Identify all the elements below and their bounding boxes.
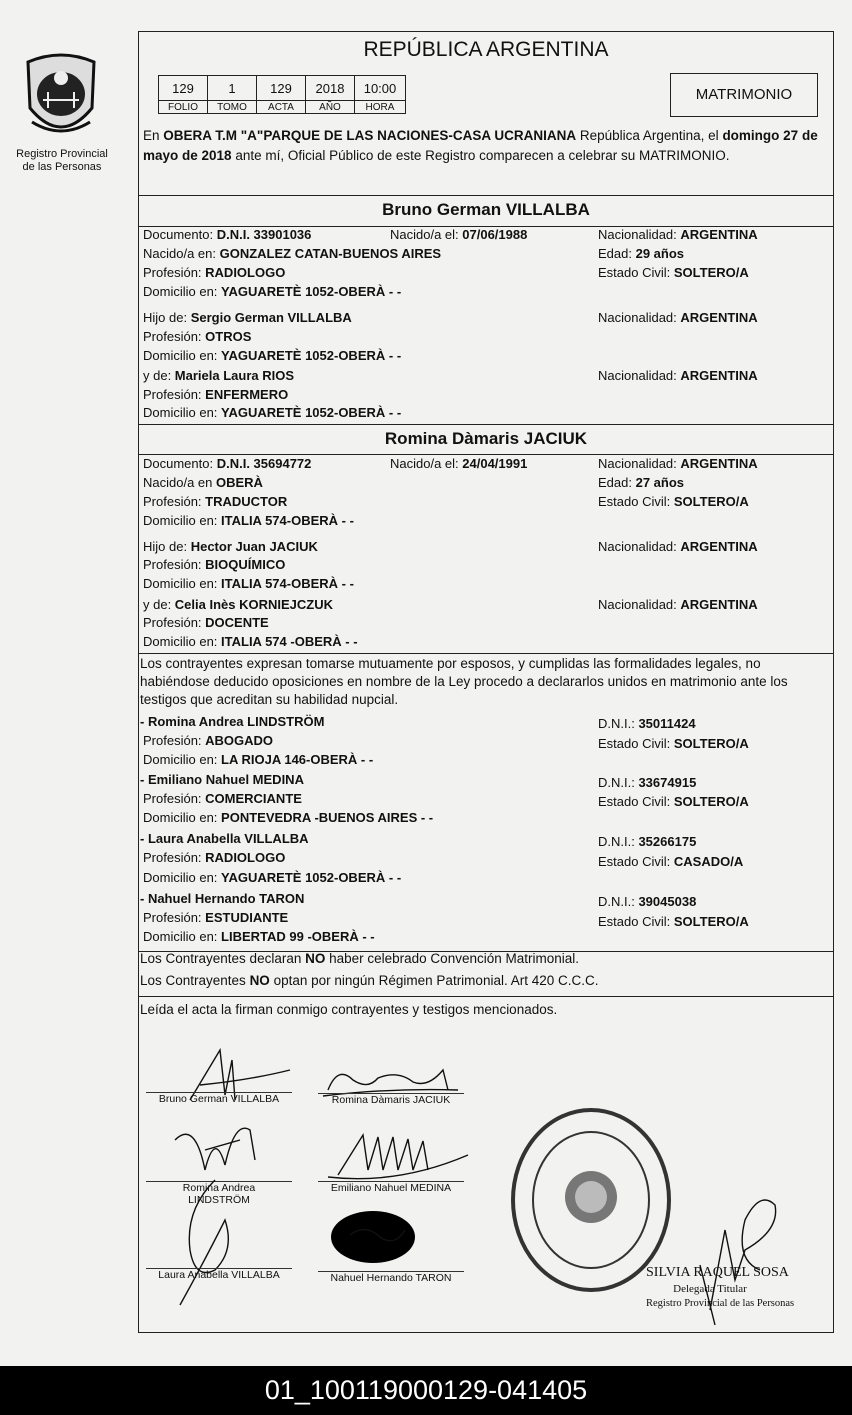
signature-laura-icon	[165, 1170, 255, 1310]
logo-caption: Registro Provincial de las Personas	[16, 148, 108, 173]
witness-2-dni: D.N.I.: 33674915	[598, 775, 697, 790]
signature-label-laura: Laura Anabella VILLALBA	[158, 1269, 280, 1281]
spouse1-father-nacionalidad: Nacionalidad: ARGENTINA	[598, 310, 758, 325]
official-role: Delegada Titular	[673, 1283, 747, 1295]
spouse2-father-name: Hijo de: Hector Juan JACIUK	[143, 539, 318, 554]
signature-official-icon	[690, 1190, 785, 1330]
spouse2-father-profesion: Profesión: BIOQUÍMICO	[143, 557, 286, 572]
witness-2-name: - Emiliano Nahuel MEDINA	[140, 772, 304, 787]
witness-1-profesion: Profesión: ABOGADO	[143, 733, 274, 748]
spouse2-estado-civil: Estado Civil: SOLTERO/A	[598, 494, 749, 509]
witness-1-name: - Romina Andrea LINDSTRÖM	[140, 714, 325, 729]
witness-3-estado-civil: Estado Civil: CASADO/A	[598, 854, 744, 869]
spouse1-mother-nacionalidad: Nacionalidad: ARGENTINA	[598, 368, 758, 383]
spouse1-profesion: Profesión: RADIOLOGO	[143, 265, 286, 280]
spouse1-father-name: Hijo de: Sergio German VILLALBA	[143, 310, 352, 325]
spouse1-nacionalidad: Nacionalidad: ARGENTINA	[598, 227, 758, 242]
witness-3-dni: D.N.I.: 35266175	[598, 834, 697, 849]
official-name: SILVIA RAQUEL SOSA	[646, 1265, 789, 1280]
signature-label-taron: Nahuel Hernando TARON	[330, 1272, 452, 1284]
hora-value: 10:00	[355, 76, 406, 101]
signature-label-lindstrom: Romina Andrea LINDSTRÖM	[182, 1182, 256, 1206]
spouse2-mother-profesion: Profesión: DOCENTE	[143, 615, 269, 630]
spouse1-edad: Edad: 29 años	[598, 246, 685, 261]
vows-paragraph: Los contrayentes expresan tomarse mutuamente por esposos, y cumplidas las formalidades legales, no habiéndose deducido oposiciones en nombre de la Ley procedo a declararlos unidos en matrimonio ante los testigos que acreditan su habilidad nupcial.	[140, 656, 788, 707]
witness-3-profesion: Profesión: RADIOLOGO	[143, 850, 286, 865]
divider	[138, 424, 834, 425]
witness-4-profesion: Profesión: ESTUDIANTE	[143, 910, 289, 925]
spouse2-domicilio: Domicilio en: ITALIA 574-OBERÀ - -	[143, 513, 354, 528]
patrimonial-regime-statement: Los Contrayentes NO optan por ningún Régimen Patrimonial. Art 420 C.C.C.	[140, 973, 599, 988]
witness-4-estado-civil: Estado Civil: SOLTERO/A	[598, 914, 749, 929]
hora-label: HORA	[355, 101, 406, 114]
spouse2-mother-nacionalidad: Nacionalidad: ARGENTINA	[598, 597, 758, 612]
spouse1-nacido-el: Nacido/a el: 07/06/1988	[390, 227, 528, 242]
tomo-label: TOMO	[208, 101, 257, 114]
spouse2-nacionalidad: Nacionalidad: ARGENTINA	[598, 456, 758, 471]
witness-3-name: - Laura Anabella VILLALBA	[140, 831, 309, 846]
folio-value: 129	[159, 76, 208, 101]
spouse1-father-domicilio: Domicilio en: YAGUARETÈ 1052-OBERÀ - -	[143, 348, 402, 363]
tomo-value: 1	[208, 76, 257, 101]
witness-4-dni: D.N.I.: 39045038	[598, 894, 697, 909]
acta-value: 129	[257, 76, 306, 101]
spouse1-mother-profesion: Profesión: ENFERMERO	[143, 387, 289, 402]
spouse1-name: Bruno German VILLALBA	[382, 200, 590, 219]
official-org: Registro Provincial de las Personas	[646, 1298, 795, 1309]
spouse1-father-profesion: Profesión: OTROS	[143, 329, 252, 344]
province-logo	[18, 48, 104, 148]
closing-statement: Leída el acta la firman conmigo contrayentes y testigos mencionados.	[140, 1002, 558, 1017]
witness-1-dni: D.N.I.: 35011424	[598, 716, 696, 731]
witness-1-estado-civil: Estado Civil: SOLTERO/A	[598, 736, 749, 751]
spouse2-nacido-el: Nacido/a el: 24/04/1991	[390, 456, 528, 471]
divider	[138, 454, 834, 455]
spouse2-profesion: Profesión: TRADUCTOR	[143, 494, 288, 509]
divider	[138, 195, 834, 196]
anio-value: 2018	[306, 76, 355, 101]
spouse2-edad: Edad: 27 años	[598, 475, 685, 490]
witness-2-profesion: Profesión: COMERCIANTE	[143, 791, 302, 806]
signature-label-romina: Romina Dàmaris JACIUK	[331, 1094, 451, 1106]
signature-label-bruno: Bruno German VILLALBA	[158, 1093, 280, 1105]
signature-medina-icon	[318, 1125, 478, 1185]
page-title: REPÚBLICA ARGENTINA	[363, 38, 609, 61]
document-type: MATRIMONIO	[670, 73, 818, 117]
acta-table	[158, 75, 406, 114]
spouse1-nacido-en: Nacido/a en: GONZALEZ CATAN-BUENOS AIRES	[143, 246, 442, 261]
witness-1-domicilio: Domicilio en: LA RIOJA 146-OBERÀ - -	[143, 752, 374, 767]
signature-taron-icon	[325, 1205, 425, 1270]
spouse2-mother-name: y de: Celia Inès KORNIEJCZUK	[143, 597, 333, 612]
spouse2-nacido-en: Nacido/a en OBERÀ	[143, 475, 263, 490]
folio-label: FOLIO	[159, 101, 208, 114]
convention-statement: Los Contrayentes declaran NO haber celebrado Convención Matrimonial.	[140, 951, 579, 966]
witness-2-domicilio: Domicilio en: PONTEVEDRA -BUENOS AIRES - -	[143, 810, 434, 825]
witness-3-domicilio: Domicilio en: YAGUARETÈ 1052-OBERÀ - -	[143, 870, 402, 885]
spouse1-mother-name: y de: Mariela Laura RIOS	[143, 368, 295, 383]
document-code: 01_100119000129-041405	[0, 1366, 852, 1415]
divider	[138, 996, 834, 997]
spouse1-documento: Documento: D.N.I. 33901036	[143, 227, 312, 242]
witness-4-name: - Nahuel Hernando TARON	[140, 891, 305, 906]
misiones-coat-of-arms-icon	[18, 48, 104, 148]
spouse2-father-nacionalidad: Nacionalidad: ARGENTINA	[598, 539, 758, 554]
acta-label: ACTA	[257, 101, 306, 114]
witness-2-estado-civil: Estado Civil: SOLTERO/A	[598, 794, 749, 809]
spouse2-documento: Documento: D.N.I. 35694772	[143, 456, 312, 471]
spouse1-estado-civil: Estado Civil: SOLTERO/A	[598, 265, 749, 280]
spouse2-mother-domicilio: Domicilio en: ITALIA 574 -OBERÀ - -	[143, 634, 358, 649]
spouse2-father-domicilio: Domicilio en: ITALIA 574-OBERÀ - -	[143, 576, 354, 591]
divider	[138, 653, 834, 654]
spouse2-name: Romina Dàmaris JACIUK	[384, 429, 588, 448]
spouse1-domicilio: Domicilio en: YAGUARETÈ 1052-OBERÀ - -	[143, 284, 402, 299]
intro-paragraph: En OBERA T.M "A"PARQUE DE LAS NACIONES-CASA UCRANIANA República Argentina, el domingo 27 de mayo de 2018 ante mí, Oficial Público de este Registro comparecen a celebrar su MATRIMONIO.	[143, 128, 818, 163]
signature-label-medina: Emiliano Nahuel MEDINA	[330, 1182, 452, 1194]
anio-label: AÑO	[306, 101, 355, 114]
witness-4-domicilio: Domicilio en: LIBERTAD 99 -OBERÀ - -	[143, 929, 375, 944]
spouse1-mother-domicilio: Domicilio en: YAGUARETÈ 1052-OBERÀ - -	[143, 405, 402, 420]
